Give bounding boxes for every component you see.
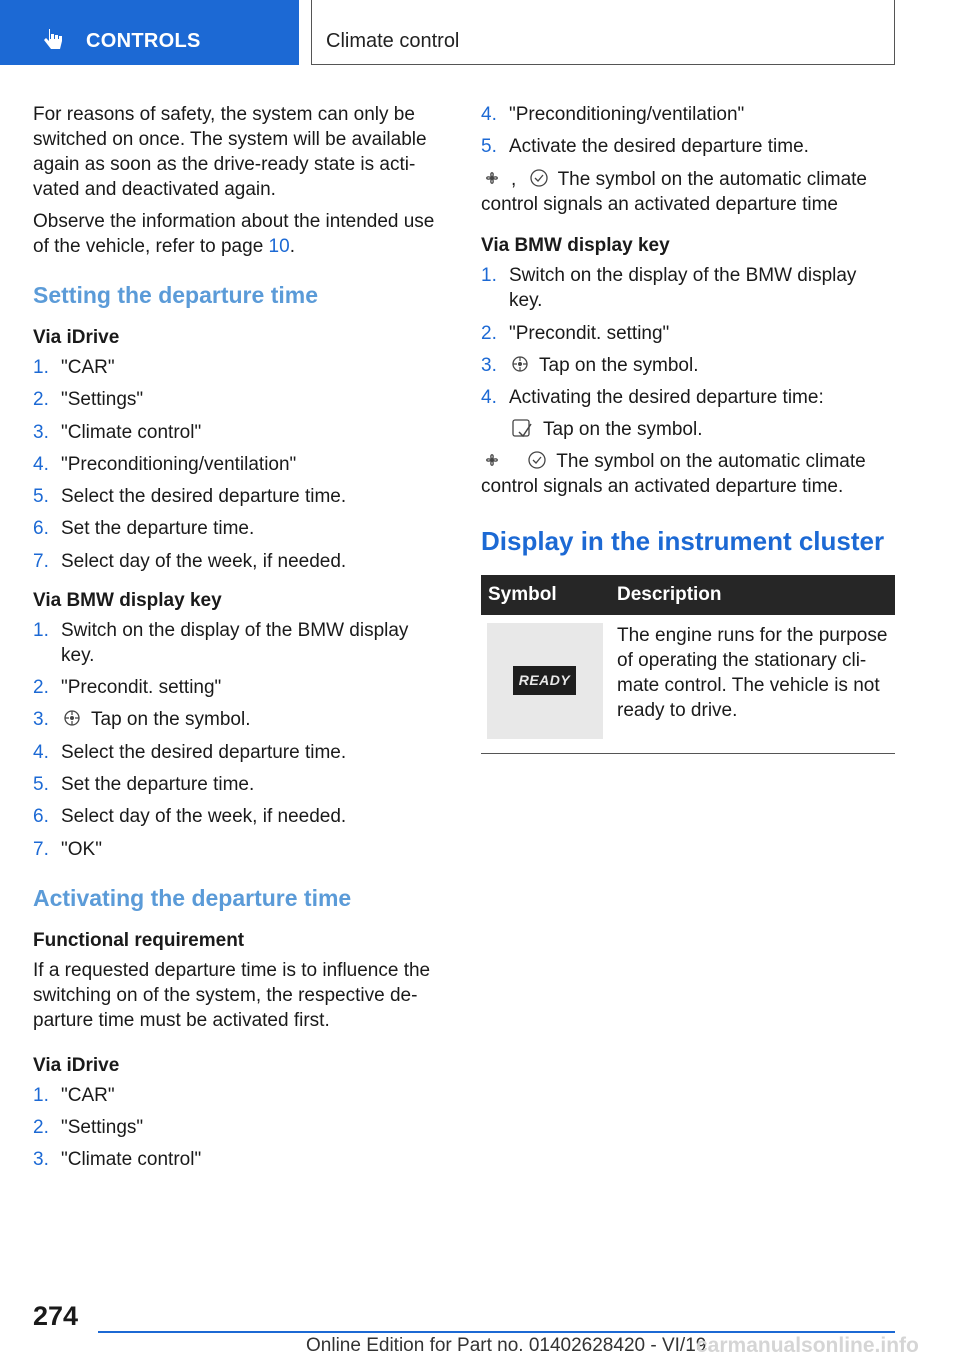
step-number: 2. <box>33 1116 49 1138</box>
section-tab <box>0 0 299 65</box>
step-number: 5. <box>33 773 49 795</box>
intro-paragraph-2 <box>33 209 443 259</box>
step-text: "Preconditioning/ventilation" <box>61 453 297 475</box>
step-text: Switch on the display of the BMW display key. <box>509 265 857 312</box>
list-item <box>33 804 443 829</box>
clock-check-icon <box>528 168 550 188</box>
idrive-steps-continued <box>481 102 891 159</box>
list-item <box>33 1115 443 1140</box>
chapter-title: Climate control <box>326 30 460 52</box>
left-column <box>33 102 443 1180</box>
symbol-note-2 <box>481 449 891 499</box>
key-steps <box>33 618 443 862</box>
climate-fan-icon <box>509 354 531 374</box>
step-number: 4. <box>33 453 49 475</box>
page-number: 274 <box>33 1301 79 1331</box>
intro-paragraph: For reasons of safety, the system can only be switched on once. The system will be available again as soon as the drive-ready state is activated and deactivated again. <box>33 104 427 200</box>
step-number: 7. <box>33 550 49 572</box>
step-number: 1. <box>481 265 497 287</box>
list-item <box>33 420 443 445</box>
step-number: 2. <box>481 322 497 344</box>
symbol-table <box>481 575 895 754</box>
step-text: "Climate control" <box>61 1149 202 1171</box>
step-number: 6. <box>33 806 49 828</box>
table-header-row <box>481 575 895 615</box>
step-number: 5. <box>33 486 49 508</box>
list-item <box>33 618 443 668</box>
list-item <box>33 1147 443 1172</box>
heading-instrument-cluster: Display in the instrument cluster <box>481 526 885 557</box>
subheading-via-idrive: Via iDrive <box>33 327 120 348</box>
list-item <box>481 263 891 313</box>
step-text: "CAR" <box>61 357 115 378</box>
fan-icon <box>481 450 503 470</box>
footer-divider <box>98 1331 895 1333</box>
list-item <box>33 549 443 574</box>
step-text: "Preconditioning/ventilation" <box>509 104 745 125</box>
symbol-note: , The symbol on the automatic climate control signals an activated departure time <box>481 169 867 216</box>
list-item <box>33 452 443 477</box>
chapter-header <box>311 0 895 65</box>
step-number: 3. <box>33 421 49 443</box>
section-label: CONTROLS <box>86 30 201 52</box>
list-item <box>481 134 891 159</box>
step-text: Switch on the display of the BMW display key. <box>61 619 409 666</box>
list-item <box>481 385 891 410</box>
step-text: "OK" <box>61 838 102 860</box>
list-item <box>33 707 443 732</box>
right-column <box>481 102 891 754</box>
clock-check-icon <box>526 450 548 470</box>
step-text: Select day of the week, if needed. <box>61 806 347 828</box>
step-text: Set the departure time. <box>61 773 255 795</box>
heading-activating-departure: Activating the departure time <box>33 884 352 911</box>
intro-text: Observe the information about the intended use of the vehicle, refer to page <box>33 211 435 257</box>
idrive-steps <box>33 355 443 574</box>
ready-icon: READY <box>513 666 576 695</box>
step-number: 3. <box>33 1149 49 1171</box>
symbol-cell <box>481 615 610 754</box>
footer-edition: Online Edition for Part no. 01402628420 - VI/19 <box>306 1335 707 1356</box>
step-text: Tap on the symbol. <box>539 354 699 376</box>
step-number: 7. <box>33 838 49 860</box>
functional-requirement-text: If a requested departure time is to influence the switching on of the system, the respective departure time must be activated first. <box>33 959 431 1031</box>
climate-fan-icon <box>61 708 83 728</box>
step-text: "Settings" <box>61 389 144 411</box>
step-text: Select the desired departure time. <box>61 741 347 763</box>
subheading-via-key-right: Via BMW display key <box>481 235 670 257</box>
symbol-note-text: The symbol on the automatic climate control signals an activated departure time <box>481 169 867 216</box>
list-item <box>481 321 891 346</box>
list-item <box>481 102 891 127</box>
idrive-steps-2 <box>33 1083 443 1173</box>
step-number: 2. <box>33 389 49 411</box>
step-text: Tap on the symbol. <box>91 709 251 731</box>
ready-symbol <box>487 623 603 739</box>
list-item <box>33 740 443 765</box>
step-text: Activate the desired departure time. <box>509 136 809 158</box>
table-row <box>481 615 895 754</box>
step-number: 3. <box>481 354 497 376</box>
list-item <box>33 387 443 412</box>
step-number: 4. <box>33 741 49 763</box>
subheading-via-idrive-2: Via iDrive <box>33 1054 120 1076</box>
subheading-via-key: Via BMW display key <box>33 589 222 611</box>
checkbox-icon <box>511 418 533 438</box>
heading-setting-departure: Setting the departure time <box>33 282 318 308</box>
step-text: Select the desired departure time. <box>61 486 347 508</box>
list-item <box>33 675 443 700</box>
step-text: "Climate control" <box>61 421 202 443</box>
step-text: Set the departure time. <box>61 518 255 540</box>
step-number: 2. <box>33 677 49 699</box>
list-item <box>33 837 443 862</box>
list-item <box>33 772 443 797</box>
fan-icon <box>481 168 503 188</box>
step-number: 4. <box>481 104 497 125</box>
step-number: 1. <box>33 619 49 641</box>
hand-pointer-icon <box>38 26 66 54</box>
intro-suffix: . <box>289 236 295 257</box>
step-number: 3. <box>33 709 49 731</box>
step-number: 5. <box>481 136 497 158</box>
list-item <box>33 484 443 509</box>
list-item <box>33 355 443 380</box>
description-cell: The engine runs for the purpose of operating the stationary climate control. The vehicle is not ready to drive. <box>610 615 895 754</box>
step-text: "Precondit. setting" <box>61 677 222 699</box>
step-number: 1. <box>33 357 49 378</box>
tap-symbol-text: Tap on the symbol. <box>543 419 703 441</box>
tap-symbol-line <box>481 417 891 442</box>
step-text: "Precondit. setting" <box>509 322 670 344</box>
symbol-note-text: The symbol on the automatic climate control signals an activated departure time. <box>481 451 866 498</box>
step-number: 4. <box>481 387 497 409</box>
step-text: "Settings" <box>61 1116 144 1138</box>
column-header-description: Description <box>610 575 895 615</box>
step-text: Activating the desired departure time: <box>509 387 824 409</box>
step-text: Select day of the week, if needed. <box>61 550 347 572</box>
list-item <box>33 1083 443 1108</box>
subheading-functional-requirement: Functional requirement <box>33 929 245 951</box>
watermark: carmanualsonline.info <box>696 1334 919 1357</box>
step-number: 1. <box>33 1084 49 1106</box>
page-link[interactable]: 10 <box>268 236 290 257</box>
key-steps-right <box>481 263 891 410</box>
step-number: 6. <box>33 518 49 540</box>
list-item <box>481 353 891 378</box>
list-item <box>33 516 443 541</box>
step-text: "CAR" <box>61 1084 115 1106</box>
column-header-symbol: Symbol <box>481 575 610 615</box>
